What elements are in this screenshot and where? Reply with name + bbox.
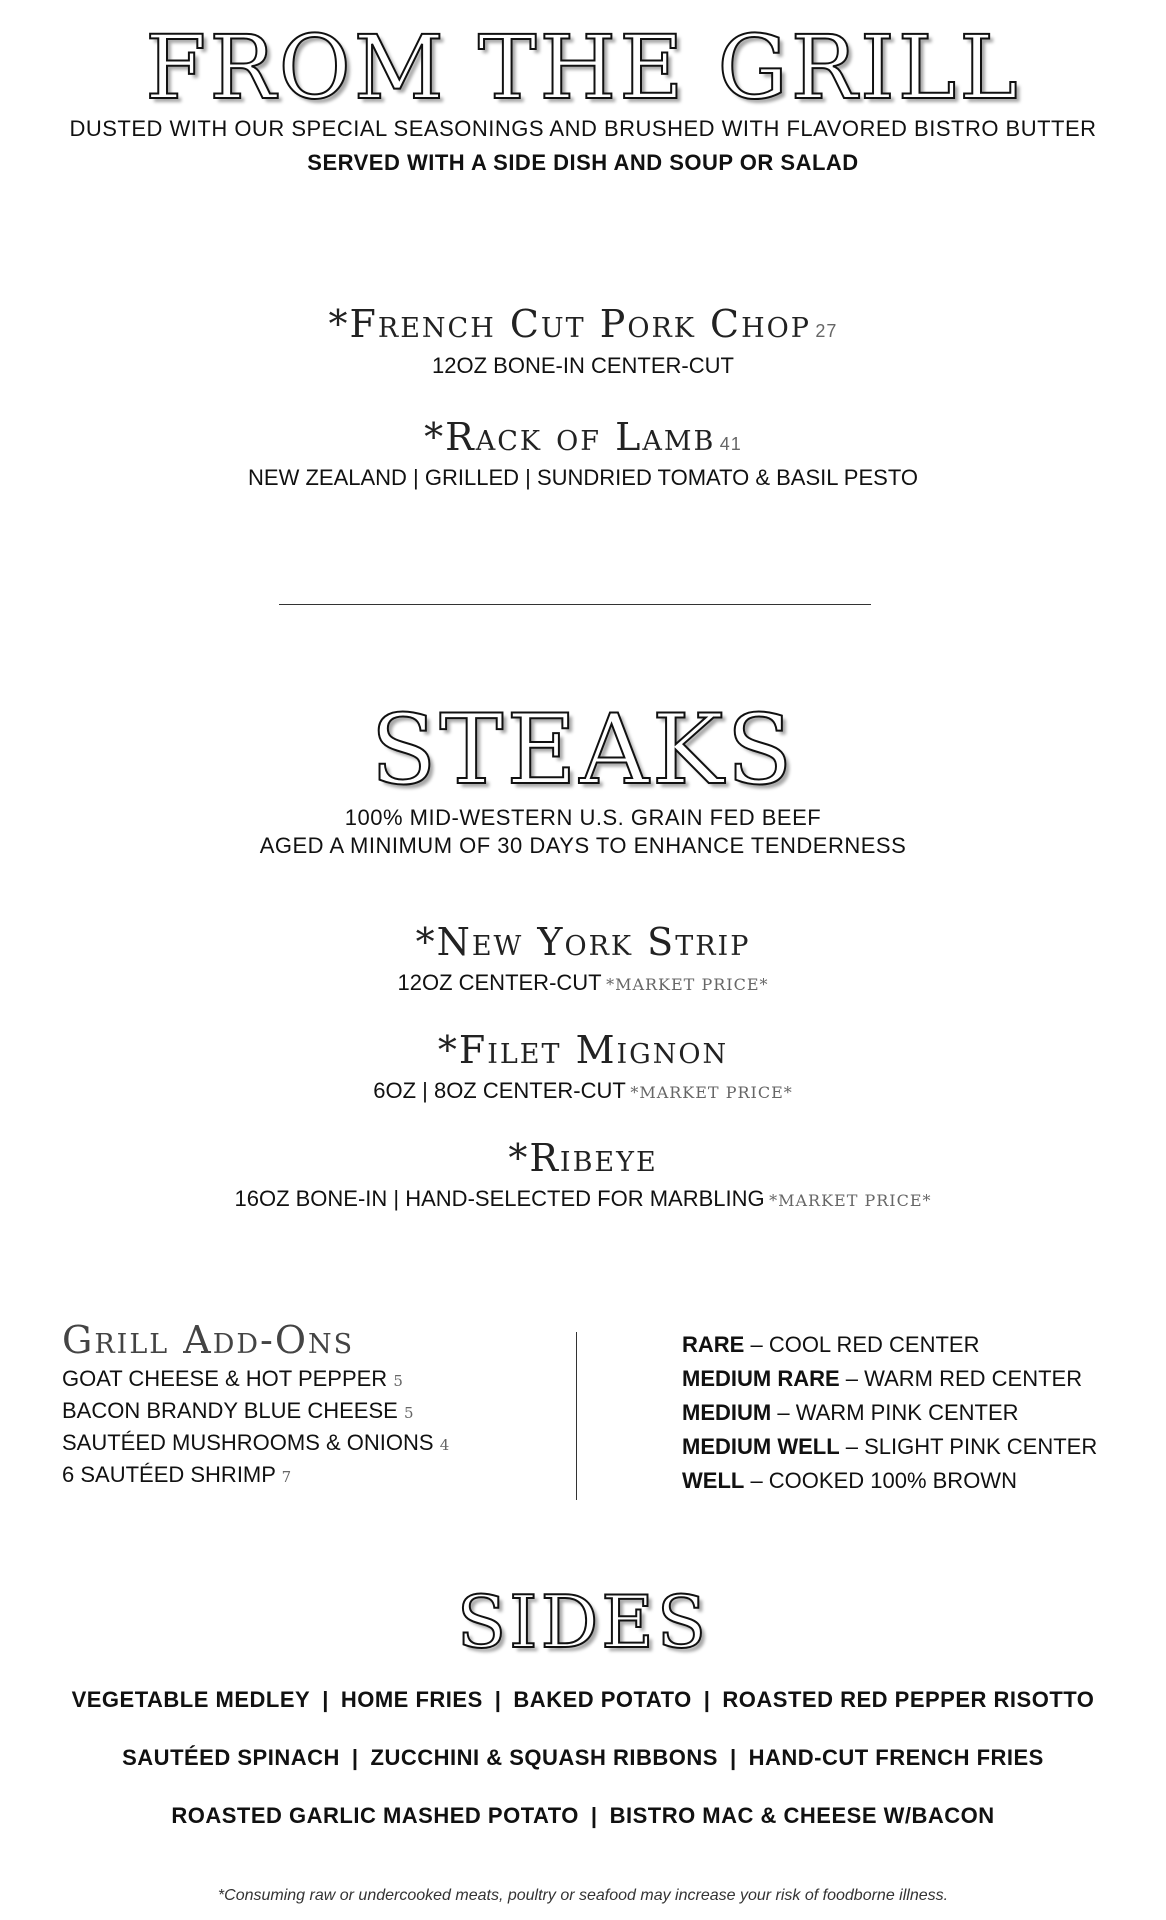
add-on-item <box>62 1364 562 1396</box>
item-description: 12OZ BONE-IN CENTER-CUT <box>432 353 734 378</box>
temperature-desc: WARM RED CENTER <box>864 1366 1083 1391</box>
temperature-level: MEDIUM <box>682 1400 772 1425</box>
temperature-item: MEDIUM – WARM PINK CENTER <box>682 1400 1019 1425</box>
item-description: 16OZ BONE-IN | HAND-SELECTED FOR MARBLING <box>234 1186 765 1211</box>
steaks-line-1: 100% MID-WESTERN U.S. GRAIN FED BEEF <box>344 805 822 830</box>
menu-item-pork-chop <box>0 302 1166 346</box>
item-name: *French Cut Pork Chop <box>328 302 811 346</box>
steaks-line-2: AGED A MINIMUM OF 30 DAYS TO ENHANCE TENDERNESS <box>259 833 907 858</box>
menu-item-new-york-strip <box>0 920 1166 964</box>
add-on-price: 4 <box>439 1436 450 1454</box>
temperature-desc: SLIGHT PINK CENTER <box>864 1434 1098 1459</box>
grill-subtitle-2: SERVED WITH A SIDE DISH AND SOUP OR SALAD <box>307 150 859 175</box>
temperature-level: MEDIUM WELL <box>682 1434 840 1459</box>
food-safety-footnote: *Consuming raw or undercooked meats, poultry or seafood may increase your risk of foodborne illness. <box>217 1887 949 1904</box>
temperature-item: MEDIUM RARE – WARM RED CENTER <box>682 1366 1083 1391</box>
item-name: *Ribeye <box>508 1136 658 1180</box>
add-on-name: 6 SAUTÉED SHRIMP <box>62 1462 276 1487</box>
side-item: BAKED POTATO <box>513 1687 692 1712</box>
item-description-row <box>0 970 1166 996</box>
sides-row-2: SAUTÉED SPINACH | ZUCCHINI & SQUASH RIBBONS | HAND-CUT FRENCH FRIES <box>122 1745 1044 1770</box>
add-on-item <box>62 1428 562 1460</box>
side-item: BISTRO MAC & CHEESE W/BACON <box>609 1803 995 1828</box>
temperature-desc: COOKED 100% BROWN <box>768 1468 1017 1493</box>
item-name: *New York Strip <box>415 920 751 964</box>
side-item: SAUTÉED SPINACH <box>122 1745 340 1770</box>
item-name: *Rack of Lamb <box>424 415 716 459</box>
item-price: 27 <box>815 321 838 341</box>
item-price: 41 <box>719 434 742 454</box>
section-divider <box>279 604 871 605</box>
temperature-item: MEDIUM WELL – SLIGHT PINK CENTER <box>682 1434 1098 1459</box>
column-divider <box>576 1332 577 1500</box>
market-price: *MARKET PRICE* <box>630 1083 793 1102</box>
add-on-name: SAUTÉED MUSHROOMS & ONIONS <box>62 1430 434 1455</box>
market-price: *MARKET PRICE* <box>769 1191 932 1210</box>
add-on-item <box>62 1460 562 1492</box>
item-description-row <box>0 1078 1166 1104</box>
grill-add-ons <box>62 1318 562 1492</box>
add-on-price: 5 <box>393 1372 403 1390</box>
temperature-level: MEDIUM RARE <box>682 1366 840 1391</box>
item-name: *Filet Mignon <box>437 1028 729 1072</box>
temperature-desc: WARM PINK CENTER <box>795 1400 1019 1425</box>
add-on-price: 7 <box>281 1468 292 1486</box>
menu-item-ribeye <box>0 1136 1166 1180</box>
item-description: 12OZ CENTER-CUT <box>397 970 602 995</box>
item-description: NEW ZEALAND | GRILLED | SUNDRIED TOMATO & BASIL PESTO <box>248 465 918 490</box>
steak-temperatures <box>682 1328 1152 1498</box>
sides-row-3: ROASTED GARLIC MASHED POTATO | BISTRO MAC & CHEESE W/BACON <box>171 1803 995 1828</box>
side-item: ROASTED RED PEPPER RISOTTO <box>722 1687 1095 1712</box>
grill-title: FROM THE GRILL <box>145 16 1021 119</box>
side-item: VEGETABLE MEDLEY <box>71 1687 311 1712</box>
item-description-row <box>0 1186 1166 1212</box>
add-on-item <box>62 1396 562 1428</box>
side-item: ROASTED GARLIC MASHED POTATO <box>171 1803 579 1828</box>
side-item: ZUCCHINI & SQUASH RIBBONS <box>370 1745 718 1770</box>
item-description: 6OZ | 8OZ CENTER-CUT <box>373 1078 626 1103</box>
temperature-item: RARE – COOL RED CENTER <box>682 1332 980 1357</box>
steaks-title: STEAKS <box>370 694 796 806</box>
menu-item-filet-mignon <box>0 1028 1166 1072</box>
temperature-level: RARE <box>682 1332 745 1357</box>
temperature-level: WELL <box>682 1468 745 1493</box>
add-on-name: GOAT CHEESE & HOT PEPPER <box>62 1366 388 1391</box>
side-item: HOME FRIES <box>340 1687 483 1712</box>
temperature-item: WELL – COOKED 100% BROWN <box>682 1468 1017 1493</box>
market-price: *MARKET PRICE* <box>606 975 769 994</box>
menu-item-rack-of-lamb <box>0 415 1166 459</box>
add-on-name: BACON BRANDY BLUE CHEESE <box>62 1398 398 1423</box>
sides-row-1: VEGETABLE MEDLEY | HOME FRIES | BAKED POTATO | ROASTED RED PEPPER RISOTTO <box>71 1687 1095 1712</box>
grill-subtitle: DUSTED WITH OUR SPECIAL SEASONINGS AND BRUSHED WITH FLAVORED BISTRO BUTTER <box>69 116 1097 141</box>
side-item: HAND-CUT FRENCH FRIES <box>748 1745 1044 1770</box>
temperature-desc: COOL RED CENTER <box>768 1332 980 1357</box>
add-on-price: 5 <box>403 1404 414 1422</box>
add-ons-title: Grill Add-Ons <box>62 1318 355 1362</box>
sides-title: SIDES <box>456 1580 710 1664</box>
